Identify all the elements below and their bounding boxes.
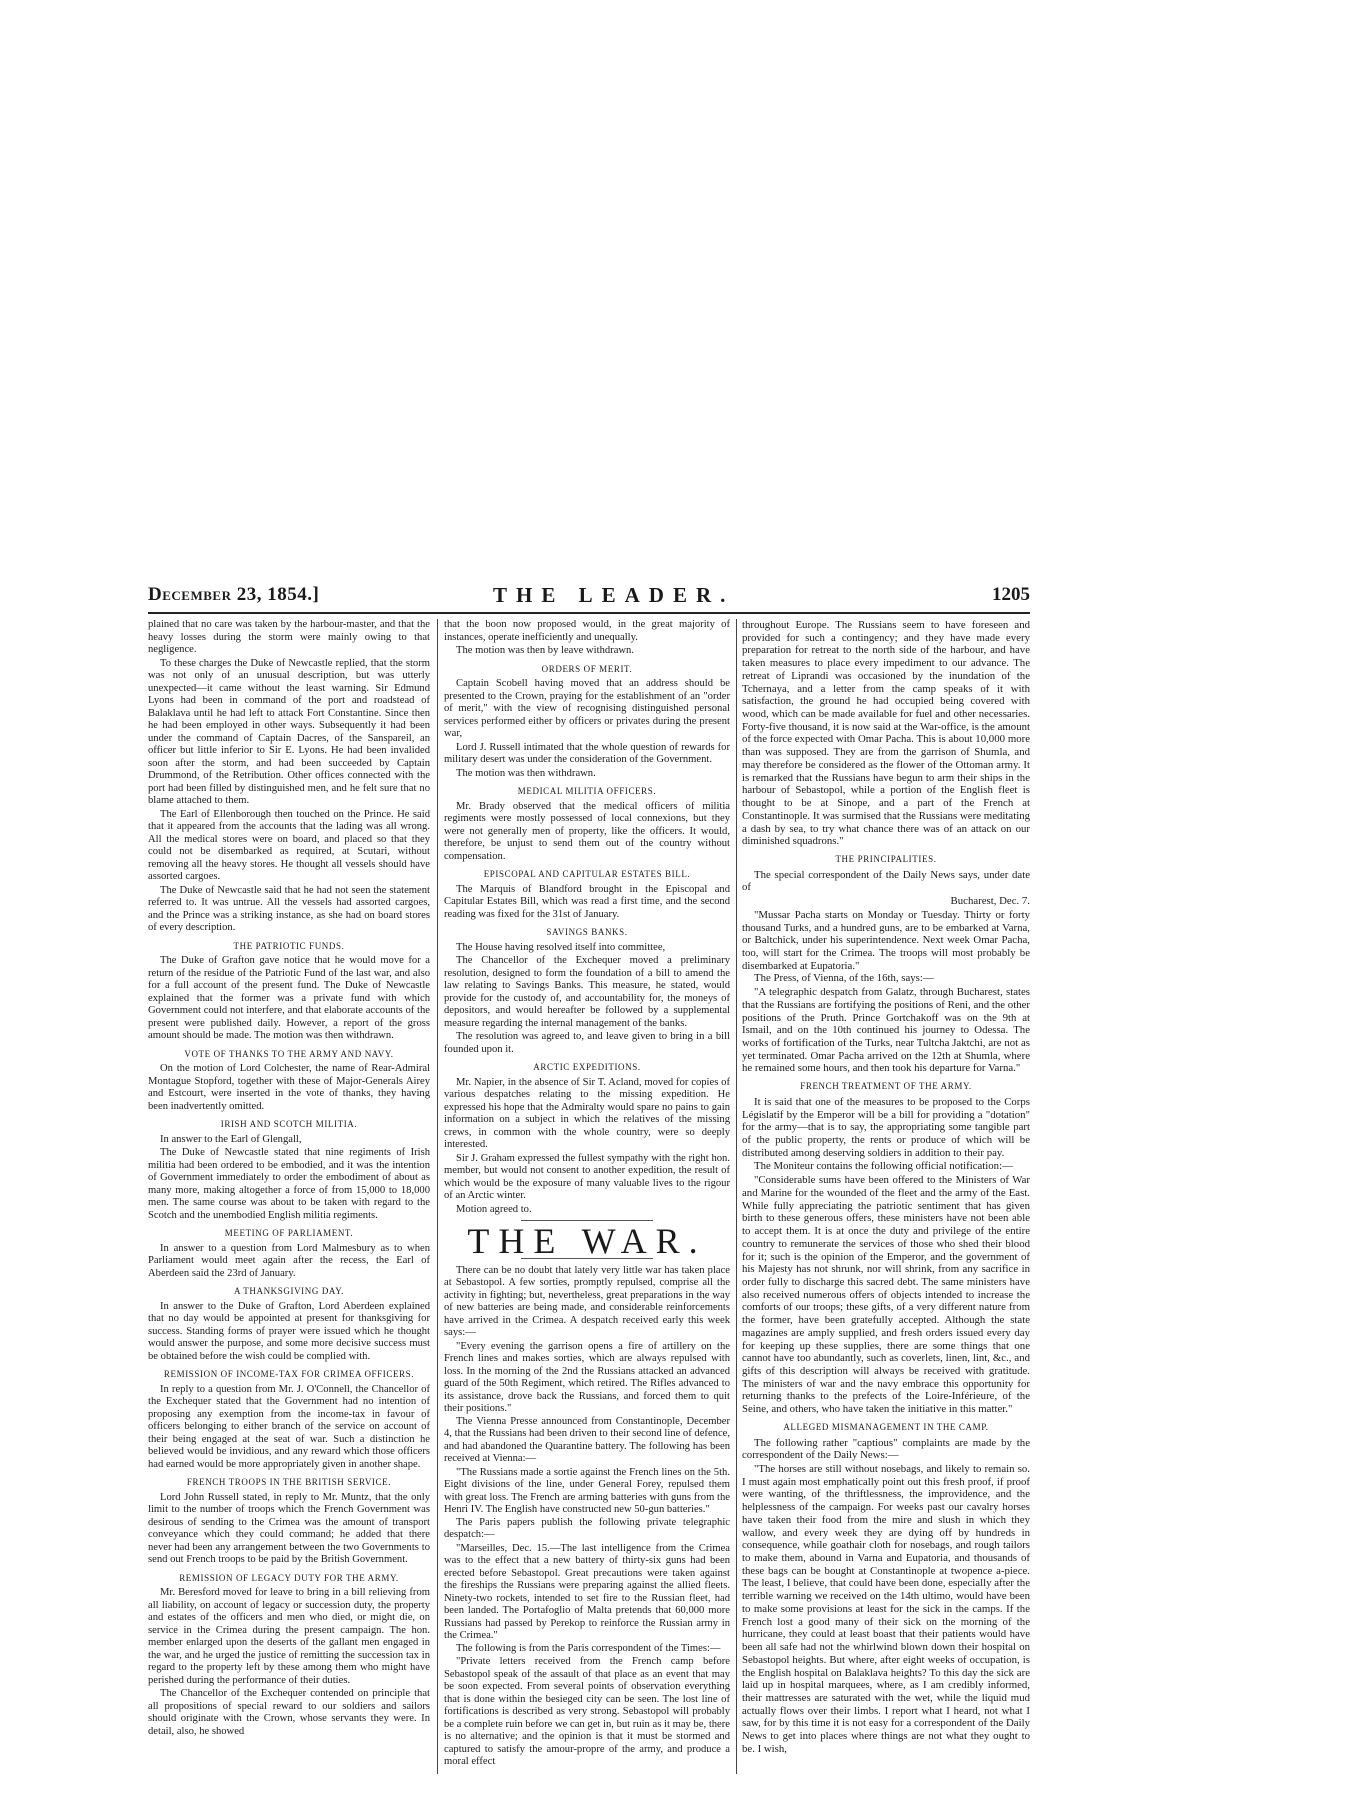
paragraph: The Duke of Newcastle stated that nine regiments of Irish militia had been ordered to be embodied, and it was the intention of Government immediately to order the embodiment of about as many more, making altogether a force of from 15,000 to 18,000 men. The same course was about to be taken with regard to the Scotch and the unembodied English militia regiments. bbox=[148, 1147, 430, 1221]
column-divider bbox=[736, 619, 737, 1774]
section-heading: ORDERS OF MERIT. bbox=[541, 663, 633, 674]
paragraph: Mr. Napier, in the absence of Sir T. Acland, moved for copies of various despatches relating to the missing expedition. He expressed his hope that the Admiralty would spare no pains to gain information on a subject in which the relatives of the missing crews, in common with the whole country, were so deeply interested. bbox=[444, 1076, 730, 1150]
quotation: "A telegraphic despatch from Galatz, through Bucharest, states that the Russians are fortifying the positions of Reni, and the other positions of the Pruth. Prince Gortchakoff was on the 9th at Ismail, and on the 10th continued his journey to Odessa. The works of fortification of the Turks, near Tultcha Jaktchi, are not as yet terminated. Omar Pacha arrived on the 12th at Shumla, where he remained some hours, and then took his departure for Varna." bbox=[742, 986, 1030, 1075]
column-2 bbox=[444, 619, 730, 1774]
quotation: "Mussar Pacha starts on Monday or Tuesday. Thirty or forty thousand Turks, and a hundred guns, are to be embarked at Varna, or Baltchick, under his superintendence. Next week Omar Pacha, too, will start for the Crimea. The troops will most probably be disembarked at Eupatoria." bbox=[742, 908, 1030, 972]
paragraph: Sir J. Graham expressed the fullest sympathy with the right hon. member, but would not consent to another expedition, the result of which would be the exposure of many valuable lives to the rigour of an Arctic winter. bbox=[444, 1152, 730, 1201]
paragraph: The Duke of Grafton gave notice that he would move for a return of the residue of the Patriotic Fund of the last war, and also for a full account of the present fund. The Duke of Newcastle explained that the former was a private fund with which Government could not interfere, and that elaborate accounts of the present were published daily. However, a report of the gross amount should be made. The motion was then withdrawn. bbox=[148, 955, 430, 1041]
paragraph: throughout Europe. The Russians seem to have foreseen and provided for such a contingency; and they have made every preparation for retreat to the north side of the harbour, and have taken measures to place every impediment to our advance. The retreat of Liprandi was occasioned by the inundation of the Tchernaya, and a letter from the camp speaks of it with satisfaction, the ground he had occupied being covered with wood, which can be made available for fuel and other necessaries. Forty-five thousand, it is now said at the War-office, is the amount of the force expected with Omar Pacha. This is about 10,000 more than was supposed. They are from the garrison of Shumla, and may therefore be considered as the flower of the Ottoman army. It is remarked that the Russians have begun to arm their ships in the harbour of Sebastopol, while a portion of the English fleet is thought to be at Sinope, and a part of the French at Constantinople. It was surmised that the Russians were meditating a dash by sea, to try what chance there was of an attack on our diminished squadrons." bbox=[742, 619, 1030, 848]
paragraph: The Duke of Newcastle said that he had not seen the statement referred to. It was untrue. All the vessels had assorted cargoes, and the Prince was a striking instance, as she had on board stores of every description. bbox=[148, 884, 430, 933]
quotation: "Private letters received from the French camp before Sebastopol speak of the assault of that place as an event that may be soon expected. From several points of observation everything that is done within the besieged city can be seen. The lost line of fortifications is described as very strong. Sebastopol will probably be a complete ruin before we can get in, but ruin as it may be, there is no alternative; and the opinion is that it must be stormed and captured to satisfy the amour-propre of the army, and produce a moral effect bbox=[444, 1656, 730, 1767]
paragraph: Mr. Brady observed that the medical officers of militia regiments were mostly possessed of local connexions, but they were not generally men of property, like the officers. It would, therefore, be unjust to send them out of the country without compensation. bbox=[444, 800, 730, 862]
paragraph: The Chancellor of the Exchequer moved a preliminary resolution, designed to form the foundation of a bill to amend the law relating to Savings Banks. This measure, he stated, would provide for the custody of, and accountability for, the moneys of depositors, and would hereafter be followed by a supplemental measure regarding the internal management of the banks. bbox=[444, 955, 730, 1029]
section-heading: REMISSION OF INCOME-TAX FOR CRIMEA OFFICERS. bbox=[163, 1369, 415, 1379]
paragraph: The Paris papers publish the following private telegraphic despatch:— bbox=[444, 1516, 730, 1540]
paragraph: On the motion of Lord Colchester, the name of Rear-Admiral Montague Stopford, together with these of Major-Generals Airey and Estcourt, were inserted in the vote of thanks, they having been inadvertently omitted. bbox=[148, 1063, 430, 1112]
paragraph: The resolution was agreed to, and leave given to bring in a bill founded upon it. bbox=[444, 1031, 730, 1055]
paragraph: The motion was then withdrawn. bbox=[456, 767, 596, 779]
paragraph: In answer to the Earl of Glengall, bbox=[160, 1133, 302, 1145]
paragraph: In reply to a question from Mr. J. O'Connell, the Chancellor of the Exchequer stated that the Government had no intention of proposing any exemption from the income-tax in favour of officers belonging to either branch of the service on account of their being engaged at the seat of war. Such a distinction he believed would be invidious, and any reward which those officers had earned would be more appropriately given in another shape. bbox=[148, 1383, 430, 1470]
paragraph: The Marquis of Blandford brought in the Episcopal and Capitular Estates Bill, which was read a first time, and the second reading was fixed for the 31st of January. bbox=[444, 883, 730, 920]
paragraph: The House having resolved itself into committee, bbox=[456, 941, 666, 953]
newspaper-title: THE LEADER. bbox=[493, 583, 735, 607]
section-heading: ARCTIC EXPEDITIONS. bbox=[533, 1062, 641, 1072]
paragraph: Captain Scobell having moved that an address should be presented to the Crown, praying for the establishment of an "order of merit," with the view of recognising distinguished personal services performed either by officers or privates during the present war, bbox=[444, 678, 730, 739]
section-heading: FRENCH TROOPS IN THE BRITISH SERVICE. bbox=[186, 1477, 392, 1487]
paragraph: There can be no doubt that lately very little war has taken place at Sebastopol. A few sorties, promptly repulsed, comprise all the activity in fighting; but, nevertheless, great preparations in the way of new batteries are being made, and considerable reinforcements have arrived in the Crimea. A despatch received early this week says:— bbox=[444, 1264, 730, 1338]
quotation: "Considerable sums have been offered to the Ministers of War and Marine for the wounded of the fleet and the army of the East. While fully appreciating the patriotic sentiment that has given birth to these generous offers, these ministers have not been able to accept them. It is at once the duty and privilege of the entire country to remunerate the services of those who shed their blood for it; such is the opinion of the Emperor, and the government of his Majesty has not shrunk, nor will shrink, from any sacrifice in order fully to discharge this sacred debt. The same ministers have also received numerous offers of objects intended to increase the comforts of our troops; these gifts, of a very different nature from the former, have been gratefully accepted. Although the state magazines are amply supplied, and fresh orders issued every day for keeping up these supplies, there are some things that one cannot have too abundantly, such as coverlets, linen, lint, &c., and gifts of this description will always be received with gratitude. The ministers of war and the navy embrace this opportunity for returning thanks to the prefects of the Loire-Inférieure, of the Seine, and others, who have taken the initiative in this matter." bbox=[742, 1174, 1030, 1416]
quotation: "The Russians made a sortie against the French lines on the 5th. Eight divisions of the line, under General Forey, repulsed them with great loss. The French are arming batteries with guns from the Henri IV. The English have constructed new 50-gun batteries." bbox=[444, 1466, 730, 1515]
section-heading: REMISSION OF LEGACY DUTY FOR THE ARMY. bbox=[179, 1572, 399, 1583]
quotation: "Every evening the garrison opens a fire of artillery on the French lines and makes sorties, which are always repulsed with loss. In the morning of the 2nd the Russians attacked an advanced guard of the 50th Regiment, which retired. The Rifles advanced to its assistance, drove back the Russians, and forced them to quit their positions." bbox=[444, 1340, 730, 1414]
paragraph: plained that no care was taken by the harbour-master, and that the heavy losses during the storm were mainly owing to that negligence. bbox=[148, 619, 430, 655]
section-heading: THE PRINCIPALITIES. bbox=[835, 853, 937, 864]
section-heading: EPISCOPAL AND CAPITULAR ESTATES BILL. bbox=[483, 869, 691, 879]
paragraph: Mr. Beresford moved for leave to bring in a bill relieving from all liability, on account of legacy or succession duty, the property and estates of the officers and men who died, or might die, on service in the Crimea during the present campaign. The hon. member enlarged upon the deserts of the gallant men engaged in the war, and he urged the justice of remitting the succession tax in regard to the property left by these among them who might have perished during the performance of their duties. bbox=[148, 1587, 430, 1686]
section-heading: IRISH AND SCOTCH MILITIA. bbox=[220, 1119, 358, 1129]
section-heading: ALLEGED MISMANAGEMENT IN THE CAMP. bbox=[783, 1421, 989, 1432]
quotation: "Marseilles, Dec. 15.—The last intelligence from the Crimea was to the effect that a new battery of thirty-six guns had been erected before Sebastopol. Great precautions were taken against the fireships the Russians were preparing against the allied fleets. Ninety-two rockets, intended to set fire to the Russian fleet, had been landed. The Portafoglio of Malta pretends that 60,000 more Russians had passed by Perekop to reinforce the Russian army in the Crimea." bbox=[444, 1542, 730, 1641]
paragraph: The special correspondent of the Daily News says, under date of bbox=[742, 868, 1030, 894]
paragraph: The Moniteur contains the following official notification:— bbox=[754, 1160, 1013, 1173]
the-war-heading: THE WAR. bbox=[467, 1221, 707, 1261]
paragraph: that the boon now proposed would, in the great majority of instances, operate inefficiently and unequally. bbox=[444, 619, 730, 643]
issue-date: December 23, 1854.] bbox=[148, 584, 320, 605]
paragraph: The Press, of Vienna, of the 16th, says:— bbox=[754, 972, 934, 985]
section-heading: SAVINGS BANKS. bbox=[546, 927, 628, 937]
section-heading: A THANKSGIVING DAY. bbox=[234, 1286, 344, 1296]
paragraph: In answer to a question from Lord Malmesbury as to when Parliament would meet again after the recess, the Earl of Aberdeen said the 23rd of January. bbox=[148, 1242, 430, 1279]
column-divider bbox=[437, 619, 438, 1774]
masthead-rule bbox=[148, 612, 1030, 614]
column-3 bbox=[742, 619, 1030, 1774]
paragraph: The motion was then by leave withdrawn. bbox=[456, 645, 634, 656]
paragraph: The Earl of Ellenborough then touched on the Prince. He said that it appeared from the accounts that the lading was all wrong. All the medical stores were on board, and placed so that they could not be disembarked as required, at Scutari, without removing all the heavy stores. He thought all vessels should have assorted cargoes. bbox=[148, 808, 430, 882]
section-heading: FRENCH TREATMENT OF THE ARMY. bbox=[800, 1081, 972, 1092]
paragraph: Lord J. Russell intimated that the whole question of rewards for military desert was under the consideration of the Government. bbox=[444, 741, 730, 765]
section-heading: MEETING OF PARLIAMENT. bbox=[224, 1228, 354, 1238]
paragraph: The Chancellor of the Exchequer contended on principle that all propositions of special reward to our soldiers and sailors should originate with the Crown, whose servants they were. In detail, also, he showed bbox=[148, 1688, 430, 1737]
paragraph: Lord John Russell stated, in reply to Mr. Muntz, that the only limit to the number of troops which the French Government was desirous of sending to the Crimea was the amount of transport conveyance which they could command; he added that there never had been any arrangement between the two Governments to send out French troops to be paid by the British Government. bbox=[148, 1491, 430, 1565]
quotation: "The horses are still without nosebags, and likely to remain so. I must again most emphatically point out this fresh proof, if proof were wanting, of the thriftlessness, the improvidence, and the helplessness of the campaign. For weeks past our cavalry horses have taken their food from the mire and slush in which they wallow, and every week they are dying off by hundreds in consequence, while goathair cloth for nosebags, and rough tailors to make them, abound in Varna and Eupatoria, and thousands of these bags can be bought at Constantinople at twopence a-piece. The least, I believe, that could have been done, especially after the terrible warning we received on the 14th ultimo, would have been to make some provisions at least for the sick in the camps. If the French lost a good many of their sick on the morning of the hurricane, they could at least boast that their patients would have been all safe had not the whirlwind blown down their hospital on Sebastopol heights. But where, after eight weeks of occupation, is the English hospital on Balaklava heights? To this day the sick are laid up in hospital marquees, where, as I am credibly informed, their mattresses are saturated with the wet, while the liquid mud actually flows over their limbs. I report what I heard, not what I saw, for by this time it is not easy for a correspondent of the Daily News to get into places where things are not what they ought to be. I wish, bbox=[742, 1463, 1030, 1755]
paragraph: It is said that one of the measures to be proposed to the Corps Législatif by the Emperor will be a bill for providing a "dotation" for the army—that is to say, the appropriating some tangible part of the public property, the rents or produce of which will be distributed among deserving soldiers in addition to their pay. bbox=[742, 1095, 1030, 1159]
section-heading: VOTE OF THANKS TO THE ARMY AND NAVY. bbox=[184, 1048, 394, 1059]
section-heading: THE PATRIOTIC FUNDS. bbox=[233, 940, 345, 951]
paragraph: Motion agreed to. bbox=[456, 1203, 532, 1215]
column-1 bbox=[148, 619, 430, 1774]
paragraph: The Vienna Presse announced from Constantinople, December 4, that the Russians had been driven to their second line of defence, and had abandoned the Quarantine battery. The following has been received at Vienna:— bbox=[444, 1415, 730, 1464]
paragraph: To these charges the Duke of Newcastle replied, that the storm was not only of an unusual description, but was utterly unexpected—it came without the least warning. Sir Edmund Lyons had been in command of the port and roadstead of Balaklava until he had left to attack Fort Constantine. Since then he had been employed in other ways. Subsequently it had been under the command of Captain Dacres, of the Sanspareil, an officer but little inferior to Sir E. Lyons. He had been invalided soon after the storm, and had been succeeded by Captain Drummond, of the Retribution. Other offices connected with the port had been filled by distinguished men, and he felt sure that no blame attached to them. bbox=[148, 657, 430, 806]
paragraph: The following is from the Paris correspondent of the Times:— bbox=[456, 1642, 721, 1654]
page-number: 1205 bbox=[992, 584, 1030, 605]
paragraph: The following rather "captious" complaints are made by the correspondent of the Daily News:— bbox=[742, 1436, 1030, 1462]
dateline: Bucharest, Dec. 7. bbox=[950, 895, 1030, 908]
section-heading: MEDICAL MILITIA OFFICERS. bbox=[517, 786, 657, 796]
paragraph: In answer to the Duke of Grafton, Lord Aberdeen explained that no day would be appointed at present for thanksgiving for success. Standing forms of prayer were issued which he thought would answer the purpose, and some more decisive success must be obtained before the wish could be complied with. bbox=[148, 1300, 430, 1362]
masthead bbox=[148, 584, 1030, 614]
